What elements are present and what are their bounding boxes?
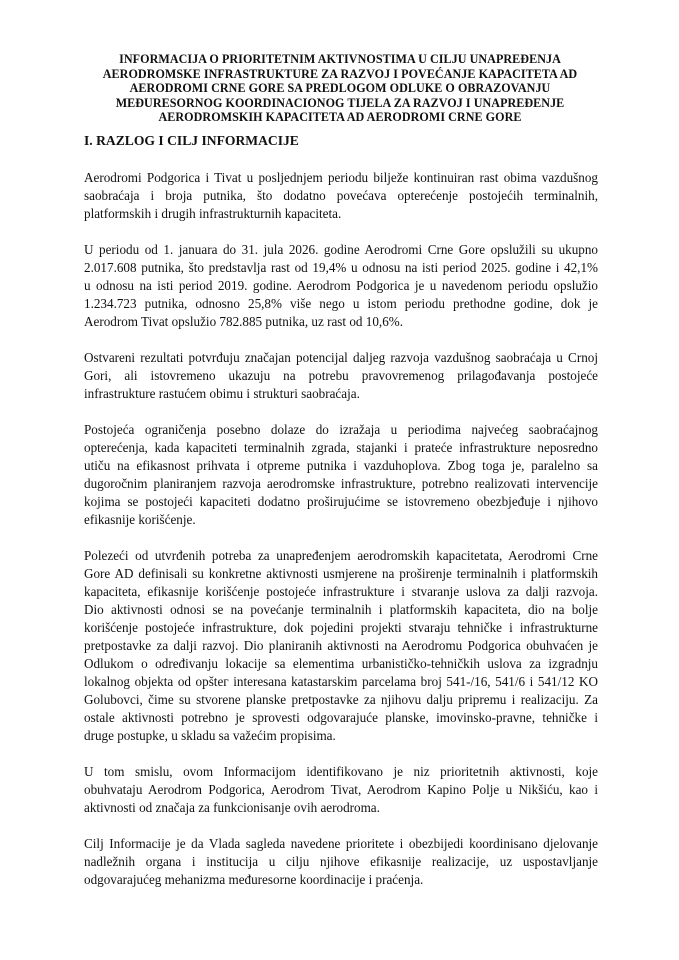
text-line: Gori, ali istovremeno ukazuju na potrebu pravovremenog prilagođavanja postojeće	[84, 368, 598, 383]
text-line: korišćenje postojeće infrastrukture, dok pojedini projekti stvaraju tehničke i infrastrukturne	[84, 620, 598, 635]
paragraph-4	[84, 421, 598, 529]
text-line: odgovarajućeg mehanizma međuresorne koordinacije i praćenja.	[84, 872, 424, 887]
text-line: Aerodrom Tivat opslužio 782.885 putnika, uz rast od 10,6%.	[84, 314, 403, 329]
text-line: utiču na efikasnost prihvata i otpreme putnika i vazduhoplova. Zbog toga je, paralelno sa	[84, 458, 598, 473]
text-line: U periodu od 1. januara do 31. jula 2026. godine Aerodromi Crne Gore opslužili su ukupno	[84, 242, 598, 257]
text-line: 2.017.608 putnika, što predstavlja rast od 19,4% u odnosu na isti period 2025. godine i 42,1%	[84, 260, 598, 275]
title-line: AERODROMSKE INFRASTRUKTURE ZA RAZVOJ I POVEĆANJE KAPACITETA AD	[102, 66, 578, 81]
document-body	[84, 169, 598, 907]
paragraph-5	[84, 547, 598, 745]
text-line: efikasnije korišćenje.	[84, 512, 196, 527]
text-line: aktivnosti od značaja za funkcionisanje ovih aerodroma.	[84, 800, 380, 815]
text-line: Dio aktivnosti odnosi se na povećanje terminalnih i platformskih kapaciteta, dio na bolje	[84, 602, 598, 617]
text-line: lokalnog objekta od opštег interesana katastarskim parcelama broj 541-/16, 541/6 i 541/12 KO	[84, 674, 598, 689]
text-line: Ostvareni rezultati potvrđuju značajan potencijal daljeg razvoja vazdušnog saobraćaja u Crnoj	[84, 350, 598, 365]
text-line: Aerodromi Podgorica i Tivat u posljednjem periodu bilježe kontinuiran rast obima vazdušnog	[84, 170, 598, 185]
text-line: kojima se postojeći kapaciteti dodatno proširujućime se istovremeno obezbjeđuje i njihovo	[84, 494, 598, 509]
title-line: INFORMACIJA O PRIORITETNIM AKTIVNOSTIMA U CILJU UNAPREĐENJA	[119, 52, 561, 66]
title-line: AERODROMSKIH KAPACITETA AD AERODROMI CRNE GORE	[158, 110, 522, 125]
title-line: AERODROMI CRNE GORE SA PREDLOGOM ODLUKE O OBRAZOVANJU	[129, 81, 551, 96]
text-line: pretpostavke za dalji razvoj. Dio planiranih aktivnosti na Aerodromu Podgorica obuhvaćen je	[84, 638, 598, 653]
text-line: nadležnih organa i institucija u cilju njihove efikasnije realizacije, uz uspostavljanje	[84, 854, 598, 869]
text-line: obuhvataju Aerodrom Podgorica, Aerodrom Tivat, Aerodrom Kapino Polje u Nikšiću, kao i	[84, 782, 598, 797]
paragraph-6	[84, 763, 598, 817]
section-heading: I. RAZLOG I CILJ INFORMACIJE	[84, 133, 299, 148]
paragraph-7	[84, 835, 598, 889]
text-line: Odlukom o određivanju lokacije sa elementima urbanističko-tehničkih uslova za izgradnju	[84, 656, 598, 671]
text-line: u odnosu na isti period 2019. godine. Aerodrom Podgorica je u navedenom periodu opslužio	[84, 278, 598, 293]
title-line: MEĐURESORNOG KOORDINACIONOG TIJELA ZA RAZVOJ I UNAPREĐENJE	[115, 95, 565, 110]
text-line: dugoročnim planiranjem razvoja aerodromske infrastrukture, potrebno realizovati intervencije	[84, 476, 598, 491]
text-line: Golubovci, čime su stvorene planske pretpostavke za njihovu dalju pripremu i realizaciju. Za	[84, 692, 598, 707]
text-line: Gore AD definisali su konkretne aktivnosti usmjerene na proširenje terminalnih i platformskih	[84, 566, 598, 581]
paragraph-1	[84, 169, 598, 223]
text-line: kapaciteta, efikasnije korišćenje postojeće infrastrukture i stvaranje uslova za dalji razvoja.	[84, 584, 598, 599]
paragraph-3	[84, 349, 598, 403]
text-line: ostale aktivnosti potrebno je sprovesti odgovarajuće planske, imovinsko-pravne, tehničke i	[84, 710, 598, 725]
text-line: opterećenja, kada kapaciteti terminalnih zgrada, stajanki i prateće infrastrukture neposredno	[84, 440, 598, 455]
text-line: Cilj Informacije je da Vlada sagleda navedene prioritete i obezbijedi koordinisano djelovanje	[84, 836, 598, 851]
document-title	[60, 52, 620, 125]
text-line: platformskih i drugih infrastrukturnih kapaciteta.	[84, 206, 342, 221]
text-line: Polezeći od utvrđenih potreba za unapređenjem aerodromskih kapacitetata, Aerodromi Crne	[84, 548, 598, 563]
text-line: Postojeća ograničenja posebno dolaze do izražaja u periodima najvećeg saobraćajnog	[84, 422, 598, 437]
text-line: U tom smislu, ovom Informacijom identifikovano je niz prioritetnih aktivnosti, koje	[84, 764, 598, 779]
text-line: infrastrukture rastućem obimu i strukturi saobraćaja.	[84, 386, 360, 401]
text-line: 1.234.723 putnika, odnosno 25,8% više nego u istom periodu prethodne godine, dok je	[84, 296, 598, 311]
text-line: saobraćaja i broja putnika, što dodatno povećava opterećenje postojećih terminalnih,	[84, 188, 598, 203]
text-line: druge postupke, u skladu sa važećim propisima.	[84, 728, 336, 743]
paragraph-2	[84, 241, 598, 331]
